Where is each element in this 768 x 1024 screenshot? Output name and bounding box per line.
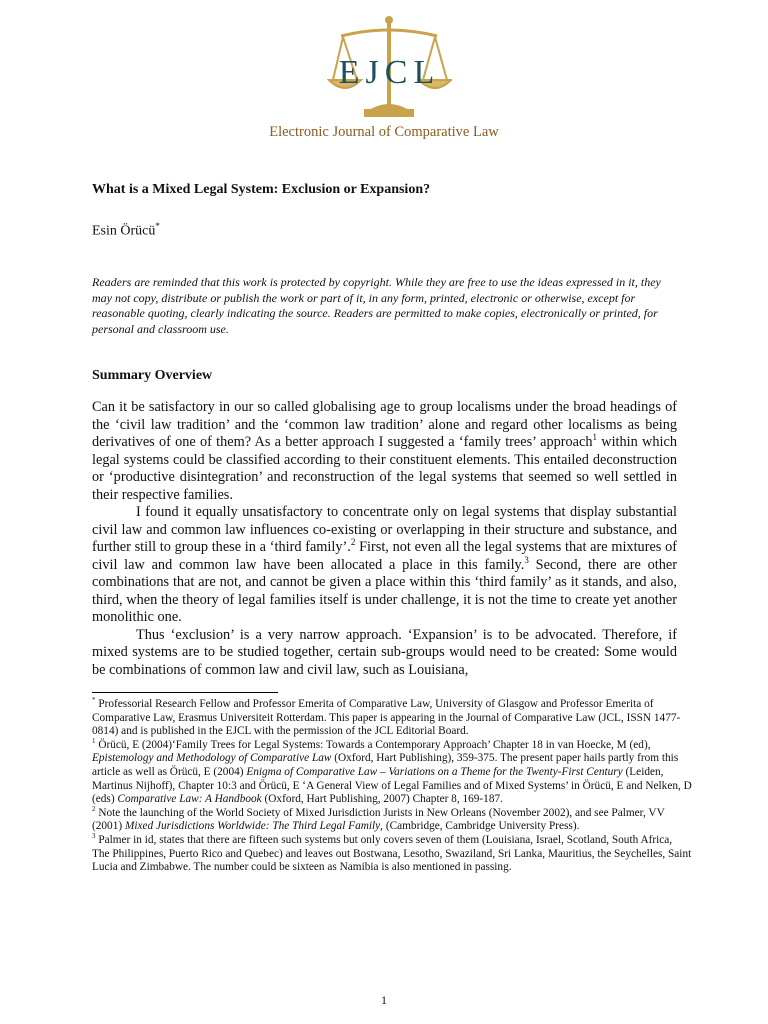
footnote-star-mark: * <box>92 696 96 705</box>
section-heading: Summary Overview <box>92 368 213 383</box>
footnote-star-text: Professorial Research Fellow and Professor Emerita of Comparative Law, University of Glasgow and Professor Emerita of Comparative Law, Erasmus Universiteit Rotterdam. This paper is appearing in the Journal of Comparative Law (JCL, ISSN 1477-0814) and is published in the EJCL with the permission of the JCL Editorial Board. <box>92 698 681 738</box>
paragraph-3: Thus ‘exclusion’ is a very narrow approach. ‘Expansion’ is to be advocated. Therefore, if mixed systems are to be studied together, certain sub-groups would need to be created: Some would be combinations of common law and civil law, such as Louisiana, <box>92 626 677 678</box>
footnote-1-mark: 1 <box>92 737 96 746</box>
footnote-1-text: (Oxford, Hart Publishing), 359-375. The present paper hails partly from this article as well as Örücü, E (2004) <box>92 752 679 778</box>
paragraph-2-text-a: I found it equally unsatisfactory to concentrate only on legal systems that display substantial civil law and common law influences co-existing or overlapping in their structure and substance, and further still to group these in a ‘third family’. <box>92 504 677 555</box>
footnotes <box>92 698 692 875</box>
footnote-ref-2[interactable]: 2 <box>350 537 356 548</box>
footnote-2-text: , (Cambridge, Cambridge University Press). <box>380 820 580 833</box>
page-number: 1 <box>381 993 387 1007</box>
footnote-2-mark: 2 <box>92 804 96 813</box>
footnote-1-text: (Leiden, Martinus Nijhoff), Chapter 10:3 and Örücü, E ‘A General View of Legal Families and of Mixed Systems’ in Örücü, E and Nelken, D (eds) <box>92 765 692 806</box>
footnote-1 <box>92 739 692 807</box>
footnote-1-book-title: Epistemology and Methodology of Comparative Law <box>92 752 332 765</box>
footnote-2-book-title: Mixed Jurisdictions Worldwide: The Third Legal Family <box>124 820 381 833</box>
paragraph-1-text-b: within which legal systems could be classified according to their constituent elements. This entailed deconstruction or ‘productive disintegration’ and reconstruction of the legal systems that seemed so well settled in their respective families. <box>92 434 677 503</box>
copyright-notice: Readers are reminded that this work is protected by copyright. While they are free to use the ideas expressed in it, they may not copy, distribute or publish the work or part of it, in any form, printed, electronic or otherwise, except for reasonable quoting, clearly indicating the source. Readers are permitted to make copies, electronically or printed, for personal and classroom use. <box>92 275 661 336</box>
logo-letters: EJCL <box>338 54 441 91</box>
footnote-ref-1[interactable]: 1 <box>592 432 598 443</box>
footnote-1-book-title: Comparative Law: A Handbook <box>117 793 262 806</box>
footnote-1-text: (Oxford, Hart Publishing, 2007) Chapter 8, 169-187. <box>261 793 503 806</box>
paragraph-2-text-b: First, not even all the legal systems that are mixtures of civil law and common law have been allocated a place in this family. <box>92 539 677 573</box>
body-text <box>92 399 677 679</box>
footnote-star <box>92 698 692 739</box>
paragraph-1-text-a: Can it be satisfactory in our so called globalising age to group localisms under the broad headings of the ‘civil law tradition’ and the ‘common law tradition’ alone and regard other localisms as being derivatives of one of them? As a better approach I suggested a ‘family trees’ approach <box>92 399 677 450</box>
paragraph-2 <box>92 504 677 627</box>
journal-name: Electronic Journal of Comparative Law <box>269 124 499 140</box>
footnote-ref-3[interactable]: 3 <box>524 554 529 565</box>
paragraph-2-text-c: Second, there are other combinations that are not, and cannot be given a place within this ‘third family’ as it stands, and also, third, when the theory of legal families itself is under challenge, it is not the time to create yet another monolithic one. <box>92 556 677 625</box>
footnote-3 <box>92 834 692 875</box>
author-footnote-mark[interactable]: * <box>155 221 160 231</box>
article-title: What is a Mixed Legal System: Exclusion or Expansion? <box>92 182 431 197</box>
footnote-2-text: Note the launching of the World Society of Mixed Jurisdiction Jurists in New Orleans (November 2002), and see Palmer, VV (2001) <box>92 806 665 833</box>
paragraph-1 <box>92 399 677 504</box>
footnote-1-text: Örücü, E (2004)‘Family Trees for Legal Systems: Towards a Contemporary Approach’ Chapter 18 in van Hoecke, M (ed), <box>95 738 651 751</box>
ejcl-logo <box>327 14 452 122</box>
footnote-3-mark: 3 <box>92 832 96 841</box>
footnote-3-text: Palmer in id, states that there are fifteen such systems but only covers seven of them (Louisiana, Israel, Scotland, South Africa, The Philippines, Puerto Rico and Quebec) and leaves out Bostwana, Lesotho, Swaziland, Sri Lanka, Mauritius, the Seychelles, Saint Lucia and Zimbabwe. The number could be sixteen as Namibia is also mentioned in passing. <box>92 833 692 874</box>
footnote-2 <box>92 804 692 834</box>
footnote-1-book-title: Enigma of Comparative Law – Variations on a Theme for the Twenty-First Century <box>246 765 623 778</box>
article-author <box>92 221 160 240</box>
footnote-divider <box>92 692 278 693</box>
author-name: Esin Örücü <box>92 223 156 239</box>
